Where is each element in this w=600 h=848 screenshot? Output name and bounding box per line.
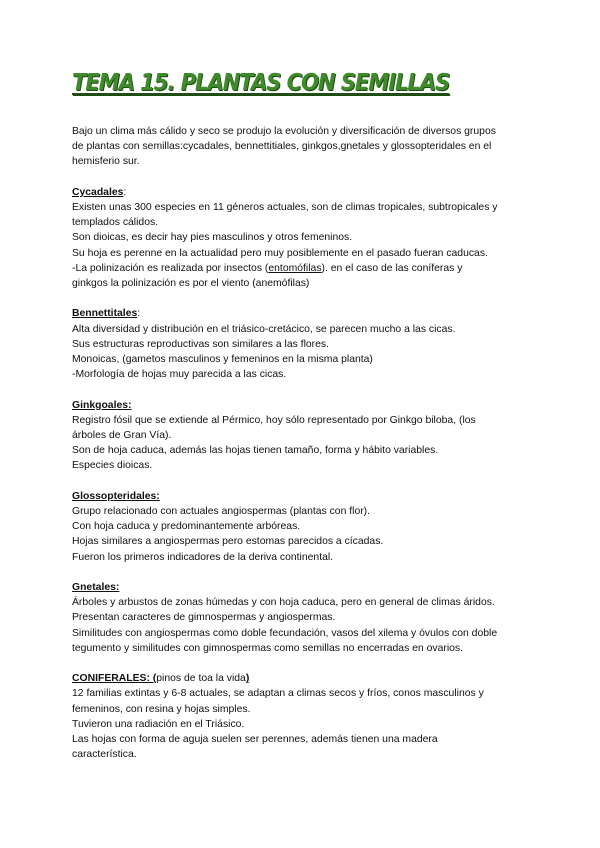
section-line: 12 familias extintas y 6-8 actuales, se adaptan a climas secos y fríos, conos masculinos y [72, 688, 484, 700]
document-body [72, 124, 532, 762]
section-line: Son dioicas, es decir hay pies masculinos y otros femeninos. [72, 232, 353, 244]
section-heading-coniferales: CONIFERALES: ( [72, 673, 157, 685]
section-line: Especies dioicas. [72, 460, 153, 472]
section-line: Con hoja caduca y predominantemente arbóreas. [72, 521, 301, 533]
section-heading-glossopteridales: Glossopteridales: [72, 490, 160, 502]
section-line: Árboles y arbustos de zonas húmedas y con hoja caduca, pero en general de climas áridos. [72, 597, 495, 609]
section-line: Su hoja es perenne en la actualidad pero muy posiblemente en el pasado fueran caducas. [72, 247, 488, 259]
section-gnetales [72, 580, 532, 656]
section-bennettitales [72, 306, 532, 382]
section-line: Registro fósil que se extiende al Pérmico, hoy sólo representado por Ginkgo biloba, (los [72, 414, 476, 426]
heading-close-paren: ) [245, 673, 250, 685]
section-heading-bennettitales: Bennettitales [72, 308, 138, 320]
section-line: ginkgos la polinización es por el viento (anemófilas) [72, 278, 310, 290]
intro-line: hemisferio sur. [72, 156, 140, 168]
section-line: femeninos, con resina y hojas simples. [72, 703, 251, 715]
section-line: templados cálidos. [72, 217, 159, 229]
page-title: TEMA 15. PLANTAS CON SEMILLAS [72, 70, 450, 96]
section-line: Monoicas, (gametos masculinos y femeninos en la misma planta) [72, 354, 373, 366]
section-line: Hojas similares a angiospermas pero estomas parecidos a cícadas. [72, 536, 384, 548]
section-line: Grupo relacionado con actuales angiospermas (plantas con flor). [72, 506, 371, 518]
section-line: Son de hoja caduca, además las hojas tienen tamaño, forma y hábito variables. [72, 445, 439, 457]
heading-note: pinos de toa la vida [156, 673, 246, 685]
section-line: -Morfología de hojas muy parecida a las cicas. [72, 369, 287, 381]
section-ginkgoales [72, 398, 532, 474]
section-heading-gnetales: Gnetales: [72, 582, 120, 594]
section-line: árboles de Gran Vía). [72, 430, 172, 442]
entomofilas-term: entomófilas [268, 262, 322, 274]
pollination-text: -La polinización es realizada por insectos ( [72, 262, 269, 274]
section-line: Similitudes con angiospermas como doble fecundación, vasos del xilema y óvulos con doble [72, 627, 498, 639]
heading-colon: : [137, 308, 141, 320]
intro-line: de plantas con semillas:cycadales, bennettitiales, ginkgos,gnetales y glossopteridales en el [72, 141, 492, 153]
section-line: Tuvieron una radiación en el Triásico. [72, 718, 245, 730]
heading-colon: : [123, 186, 127, 198]
section-glossopteridales [72, 489, 532, 565]
section-line: Sus estructuras reproductivas son similares a las flores. [72, 338, 329, 350]
section-coniferales [72, 671, 532, 762]
section-line [72, 261, 532, 276]
intro-paragraph [72, 124, 532, 170]
section-heading-ginkgoales: Ginkgoales: [72, 399, 132, 411]
section-line: Fueron los primeros indicadores de la deriva continental. [72, 551, 334, 563]
section-cycadales [72, 185, 532, 291]
intro-line: Bajo un clima más cálido y seco se produjo la evolución y diversificación de diversos grupos [72, 126, 496, 137]
pollination-text: ). en el caso de las coníferas y [321, 262, 463, 274]
section-line: Alta diversidad y distribución en el triásico-cretácico, se parecen mucho a las cicas. [72, 323, 456, 335]
section-line: característica. [72, 749, 137, 761]
section-line: tegumento y similitudes con gimnospermas como semillas no encerradas en ovarios. [72, 642, 463, 654]
section-line: Existen unas 300 especies en 11 géneros actuales, son de climas tropicales, subtropicales y [72, 202, 498, 213]
section-heading-cycadales: Cycadales [72, 186, 124, 198]
section-line: Las hojas con forma de aguja suelen ser perennes, además tienen una madera [72, 734, 438, 746]
section-line: Presentan caracteres de gimnospermas y angiospermas. [72, 612, 336, 624]
